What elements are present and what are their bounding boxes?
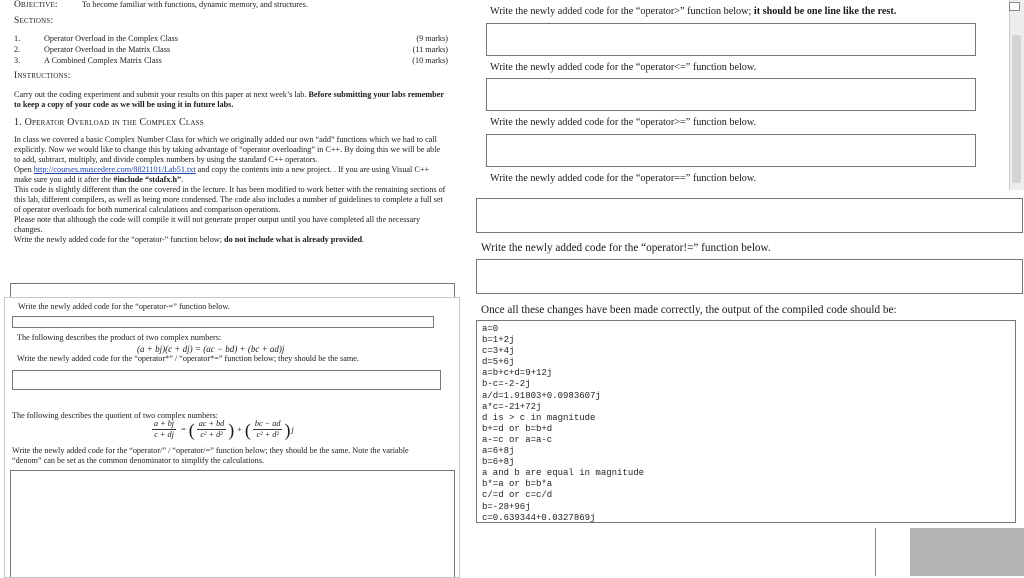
section1-p1: In class we covered a basic Complex Number Class for which we originally added our own “add” functions which we had to call explicitly. Now we would like to change this by taking advantage of “operator overloading” in C++. By doing this we will be able to add, subtract, multiply, and divide complex numbers by using the standard C++ operators. — [14, 135, 441, 164]
output-line: b*=a or b=b*a — [482, 479, 553, 490]
section1-open — [14, 165, 446, 185]
minus-eq-answer-box[interactable] — [12, 316, 434, 328]
include-text: #include “stdafx.h” — [113, 175, 182, 184]
section1-p2: This code is slightly different than the one covered in the lecture. It has been modified to work better with the remaining sections of this lab, different compilers, as well as being more condensed. The code also includes a number of guidelines to complete a full set of operator overloads for both numerical calculations and comparison operations. — [14, 185, 446, 214]
output-line: a=6+8j — [482, 446, 515, 457]
scrollbar-thumb[interactable] — [1012, 35, 1021, 183]
output-line: b-c=-2-2j — [482, 379, 531, 390]
section1-p3: Please note that although the code will compile it will not generate proper output until you have completed all the necessary changes. — [14, 215, 421, 234]
section-num: 1. — [14, 34, 21, 43]
section-item — [14, 56, 448, 67]
expected-output-box — [476, 320, 1016, 523]
le-answer-box[interactable] — [486, 78, 976, 111]
instructions-heading: Instructions: — [14, 71, 71, 81]
divide-answer-box[interactable] — [10, 470, 455, 577]
section-marks: (10 marks) — [412, 56, 448, 65]
multiply-question: Write the newly added code for the “operator*” / “operator*=” function below; they should be the same. — [17, 354, 359, 363]
section-title: Operator Overload in the Complex Class — [44, 34, 178, 43]
lab-link[interactable]: http://courses.muscedere.com/8821101/Lab51.txt — [33, 165, 196, 174]
section-marks: (9 marks) — [416, 34, 448, 43]
section-num: 3. — [14, 56, 21, 65]
output-line: b=1+2j — [482, 335, 515, 346]
open-post: and copy the contents into a new project. . If you are using Visual C++ make sure you add it after the — [14, 165, 430, 184]
instructions-bold: Before submitting your labs remember to keep a copy of your code as we will be using it in future labs. — [14, 90, 444, 109]
output-line: c/=d or c=c/d — [482, 490, 553, 501]
minus-eq-question: Write the newly added code for the “operator-=” function below. — [18, 302, 230, 311]
ne-answer-box[interactable] — [476, 259, 1023, 294]
gt-q-bold: it should be one line like the rest. — [753, 6, 897, 17]
ne-question: Write the newly added code for the “operator!=” function below. — [481, 242, 771, 254]
quotient-formula: $\frac{a + bj}{c + dj}$ = ( $\frac{ac + bd}{\text{c² + d²}}$ ) + ( $\frac{bc - ad}{\text{c² + d²}}$ ) j — [154, 419, 294, 440]
output-line: a=b+c+d=9+12j — [482, 368, 553, 379]
section-item — [14, 45, 448, 56]
objective-text: To become familiar with functions, dynamic memory, and structures. — [81, 0, 308, 9]
q-r1 — [197, 419, 227, 440]
minus-q-bold: do not include what is already provided — [224, 235, 363, 244]
instructions-text — [14, 90, 444, 110]
q-r2-num: bc − ad — [254, 419, 281, 428]
le-question: Write the newly added code for the “operator<=” function below. — [490, 62, 757, 73]
sections-heading: Sections: — [14, 16, 54, 26]
ge-answer-box[interactable] — [486, 134, 976, 167]
operator-minus-answer-box[interactable] — [10, 283, 455, 298]
product-formula: (a + bj)(c + dj) = (ac − bd) + (bc + ad)j — [137, 344, 285, 354]
output-line: b=6+8j — [482, 457, 515, 468]
section1-body — [14, 135, 446, 245]
objective-row — [14, 0, 308, 10]
divide-question: Write the newly added code for the “operator/” / “operator/=” function below; they should be the same. Note the variable “denom” can be set as the common denominator to simplify the calculations. — [12, 446, 409, 465]
output-line: d is > c in magnitude — [482, 412, 596, 423]
eq-question: Write the newly added code for the “operator==” function below. — [490, 173, 757, 184]
q-r1-den: c² + d² — [200, 430, 223, 439]
page-edge — [477, 528, 876, 576]
output-line: a*c=-21+72j — [482, 401, 542, 412]
q-r2 — [253, 419, 283, 440]
minus-q-end: . — [362, 235, 365, 244]
minus-q-text: Write the newly added code for the “operator-” function below; — [14, 235, 225, 244]
output-line: d=5+6j — [482, 357, 515, 368]
gt-answer-box[interactable] — [486, 23, 976, 56]
q-lhs-den: c + dj — [154, 430, 174, 439]
eq-answer-box[interactable] — [476, 198, 1023, 233]
output-line: a and b are equal in magnitude — [482, 468, 645, 479]
operator-minus-question — [14, 235, 446, 245]
open-pre: Open — [14, 165, 34, 174]
scrollbar-track[interactable] — [1009, 0, 1024, 190]
q-r2-den: c² + d² — [256, 430, 279, 439]
output-line: b+=d or b=b+d — [482, 423, 553, 434]
gt-q-text: Write the newly added code for the “operator>” function below; — [490, 6, 754, 17]
section-title: Operator Overload in the Matrix Class — [44, 45, 171, 54]
q-lhs — [152, 419, 176, 440]
section-marks: (11 marks) — [412, 45, 448, 54]
gt-question — [490, 6, 896, 18]
output-line: c=3+4j — [482, 346, 515, 357]
objective-label: Objective: — [14, 0, 58, 10]
output-question: Once all these changes have been made correctly, the output of the compiled code should be: — [481, 304, 897, 316]
ge-question: Write the newly added code for the “operator>=” function below. — [490, 117, 757, 128]
quotient-intro: The following describes the quotient of two complex numbers: — [12, 411, 219, 420]
section-item — [14, 34, 448, 45]
restore-window-icon[interactable] — [1009, 2, 1020, 11]
output-line: a-=c or a=a-c — [482, 434, 553, 445]
include-period: . — [181, 175, 184, 184]
gray-corner-block — [910, 528, 1024, 576]
section-num: 2. — [14, 45, 21, 54]
section1-heading: 1. Operator Overload in the Complex Class — [14, 117, 204, 128]
sections-list — [14, 34, 448, 67]
q-r1-num: ac + bd — [198, 419, 225, 428]
q-lhs-num: a + bj — [154, 419, 175, 428]
output-line: a=0 — [482, 324, 499, 334]
product-intro: The following describes the product of two complex numbers: — [17, 333, 222, 342]
section-title: A Combined Complex Matrix Class — [44, 56, 162, 65]
output-line: c=0.639344+0.0327869j — [482, 512, 596, 523]
output-lines — [482, 324, 1015, 524]
output-line: a/d=1.91803+0.0983607j — [482, 390, 601, 401]
instructions-body: Carry out the coding experiment and submit your results on this paper at next week’s lab. — [14, 90, 307, 99]
output-line: b=-28+96j — [482, 501, 531, 512]
multiply-answer-box[interactable] — [12, 370, 441, 390]
